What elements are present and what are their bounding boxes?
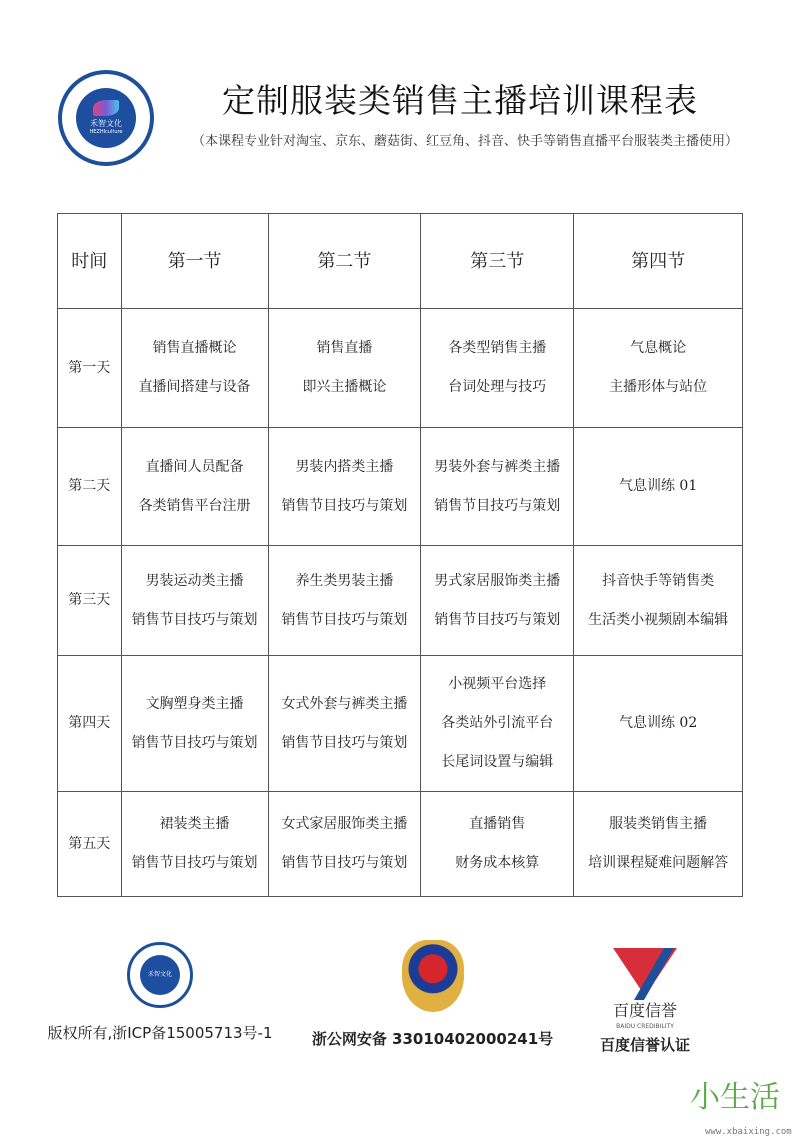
session-topic: 直播间搭建与设备 — [138, 379, 251, 395]
session-topic: 销售节目技巧与策划 — [434, 497, 561, 514]
session-topic: 销售节目技巧与策划 — [281, 855, 408, 871]
page-title: 定制服装类销售主播培训课程表 — [222, 81, 698, 120]
table-row — [58, 656, 743, 792]
table-row — [58, 792, 743, 897]
column-header: 第三节 — [421, 214, 574, 309]
session-cell — [268, 656, 421, 792]
session-topic: 各类销售平台注册 — [138, 497, 251, 514]
session-topic: 男装外套与裤类主播 — [434, 458, 561, 475]
session-cell — [574, 309, 743, 428]
session-topic: 男装内搭类主播 — [295, 458, 394, 475]
session-topic: 财务成本核算 — [455, 855, 540, 871]
police-record-text[interactable]: 浙公网安备 33010402000241号 — [311, 1030, 554, 1048]
column-header: 第二节 — [268, 214, 421, 309]
session-topic: 文胸塑身类主播 — [145, 695, 244, 712]
session-topic: 养生类男装主播 — [295, 572, 394, 589]
session-topic: 各类站外引流平台 — [441, 715, 554, 731]
session-topic: 气息概论 — [630, 340, 687, 356]
baidu-credibility-block[interactable] — [575, 948, 715, 1056]
session-cell — [421, 656, 574, 792]
session-topic: 各类型销售主播 — [448, 340, 547, 356]
session-cell — [574, 546, 743, 656]
session-topic: 生活类小视频剧本编辑 — [588, 611, 729, 628]
session-cell — [121, 309, 268, 428]
session-topic: 直播间人员配备 — [145, 458, 244, 475]
logo-name-small: 禾智文化 — [140, 955, 180, 995]
session-cell — [421, 428, 574, 546]
watermark-logo: 小生活 — [690, 1080, 780, 1115]
day-label: 第二天 — [58, 428, 122, 546]
logo-name-en: HEZHIculture — [89, 129, 123, 135]
police-emblem-icon — [402, 940, 464, 1012]
session-topic: 台词处理与技巧 — [448, 379, 547, 395]
day-label: 第五天 — [58, 792, 122, 897]
session-topic: 男式家居服饰类主播 — [434, 572, 561, 589]
table-header-row — [58, 214, 743, 309]
session-topic: 男装运动类主播 — [145, 572, 244, 589]
watermark-url: www.xbaixing.com — [705, 1127, 792, 1137]
session-topic: 女式家居服饰类主播 — [281, 816, 408, 832]
session-cell — [268, 309, 421, 428]
session-cell — [574, 428, 743, 546]
session-topic: 直播销售 — [469, 816, 526, 832]
session-topic: 销售节目技巧与策划 — [131, 855, 258, 871]
session-cell — [121, 546, 268, 656]
day-label: 第四天 — [58, 656, 122, 792]
session-topic: 女式外套与裤类主播 — [281, 695, 408, 712]
logo-name: 禾智文化 — [90, 119, 122, 128]
session-topic: 抖音快手等销售类 — [602, 572, 715, 589]
session-topic: 即兴主播概论 — [302, 379, 387, 395]
column-header: 第四节 — [574, 214, 743, 309]
session-topic: 销售直播概论 — [152, 340, 237, 356]
page-subtitle: （本课程专业针对淘宝、京东、蘑菇街、红豆角、抖音、快手等销售直播平台服装类主播使用） — [191, 134, 738, 149]
session-topic: 裙装类主播 — [159, 816, 230, 832]
column-header: 第一节 — [121, 214, 268, 309]
session-topic: 长尾词设置与编辑 — [441, 754, 554, 770]
baidu-v-logo-icon — [613, 948, 677, 996]
copyright-block — [25, 942, 295, 1044]
schedule-table — [57, 213, 743, 897]
session-topic: 培训课程疑难问题解答 — [588, 855, 729, 871]
baidu-logo-text: 百度信誉 — [612, 1001, 677, 1020]
session-topic: 气息训练 02 — [618, 715, 698, 731]
session-cell — [121, 656, 268, 792]
baidu-cert-text: 百度信誉认证 — [599, 1036, 690, 1054]
session-cell — [268, 546, 421, 656]
logo-swoosh-icon — [93, 100, 119, 116]
table-row — [58, 546, 743, 656]
session-topic: 销售直播 — [316, 340, 373, 356]
column-header: 时间 — [58, 214, 122, 309]
session-topic: 主播形体与站位 — [609, 379, 708, 395]
baidu-logo-en: BAIDU CREDIBILITY — [616, 1023, 674, 1030]
session-topic: 销售节目技巧与策划 — [434, 611, 561, 628]
session-topic: 小视频平台选择 — [448, 676, 547, 692]
company-logo — [58, 70, 154, 166]
copyright-text: 版权所有,浙ICP备15005713号-1 — [47, 1024, 273, 1042]
day-label: 第三天 — [58, 546, 122, 656]
session-topic: 销售节目技巧与策划 — [131, 734, 258, 751]
session-topic: 销售节目技巧与策划 — [281, 497, 408, 514]
day-label: 第一天 — [58, 309, 122, 428]
session-cell — [121, 792, 268, 897]
session-cell — [268, 792, 421, 897]
session-cell — [421, 792, 574, 897]
session-cell — [574, 656, 743, 792]
session-topic: 销售节目技巧与策划 — [131, 611, 258, 628]
session-cell — [121, 428, 268, 546]
table-row — [58, 428, 743, 546]
session-topic: 气息训练 01 — [618, 478, 698, 494]
session-topic: 销售节目技巧与策划 — [281, 611, 408, 628]
session-cell — [421, 546, 574, 656]
session-topic: 服装类销售主播 — [609, 816, 708, 832]
session-cell — [268, 428, 421, 546]
table-row — [58, 309, 743, 428]
session-cell — [421, 309, 574, 428]
police-record-block[interactable] — [300, 940, 565, 1050]
session-topic: 销售节目技巧与策划 — [281, 734, 408, 751]
session-cell — [574, 792, 743, 897]
company-logo-small — [127, 942, 193, 1008]
